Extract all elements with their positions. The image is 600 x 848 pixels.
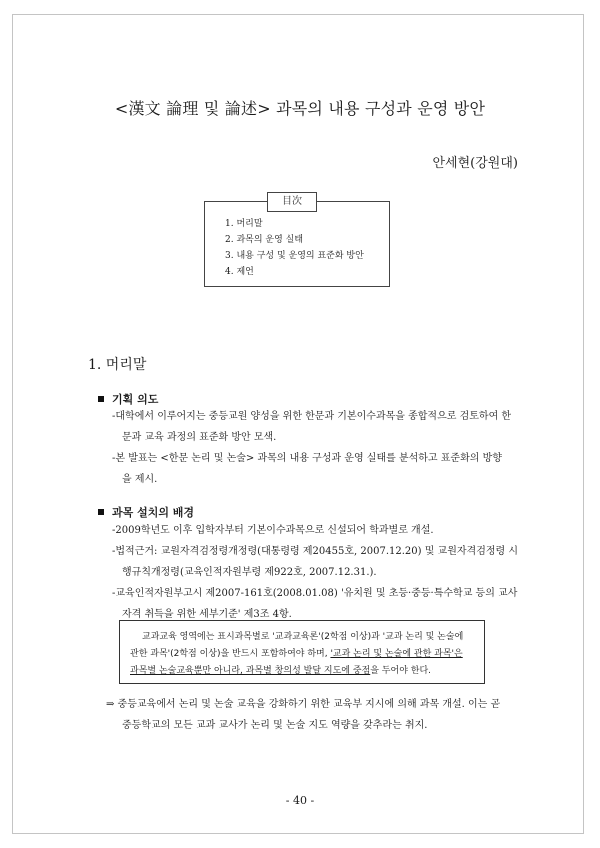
regulation-quote-box <box>119 620 485 684</box>
square-bullet-icon <box>98 509 104 515</box>
paragraph-line: -대학에서 이루어지는 중등교원 양성을 위한 한문과 기본이수과목을 종합적으로 검토하여 한 <box>112 411 512 422</box>
subsection-heading-text: 과목 설치의 배경 <box>112 506 195 519</box>
paragraph-line: -법적근거: 교원자격검정령개정령(대통령령 제20455호, 2007.12.20) 및 교원자격검정령 시 <box>112 546 519 557</box>
page-number: - 40 - <box>285 794 315 807</box>
subsection-heading-text: 기획 의도 <box>112 393 159 406</box>
quote-line: 교과교육 영역에는 표시과목별로 '교과교육론'(2학점 이상)과 '교과 논리 및 논술에 <box>142 632 464 642</box>
subsection-heading-background <box>98 504 194 520</box>
paragraph-line: -교육인적자원부고시 제2007-161호(2008.01.08) '유치원 및 초등·중등·특수학교 등의 교사 <box>112 588 518 599</box>
conclusion-line: 중등학교의 모든 교과 교사가 논리 및 논술 지도 역량을 갖추라는 취지. <box>122 720 428 731</box>
paragraph-line: 행규칙개정령(교육인적자원부령 제922호, 2007.12.31.). <box>122 567 377 578</box>
quote-underlined-text: 과목별 논술교육뿐만 아니라, 과목별 창의성 발달 지도에 중점 <box>130 666 371 676</box>
quote-line <box>130 647 463 661</box>
paragraph-line: -2009학년도 이후 입학자부터 기본이수과목으로 신설되어 학과별로 개설. <box>112 525 434 536</box>
paragraph-line: 을 제시. <box>122 474 158 485</box>
paragraph-line: 자격 취득을 위한 세부기준' 제3조 4항. <box>122 609 292 620</box>
toc-item: 2. 과목의 운영 실태 <box>225 235 304 245</box>
subsection-heading-intent <box>98 391 158 407</box>
conclusion-line: ⇒ 중등교육에서 논리 및 논술 교육을 강화하기 위한 교육부 지시에 의해 과목 개설. 이는 곧 <box>106 699 501 710</box>
toc-item: 4. 제언 <box>225 267 254 277</box>
toc-item: 1. 머리말 <box>225 219 263 229</box>
toc-item: 3. 내용 구성 및 운영의 표준화 방안 <box>225 251 364 261</box>
toc-list <box>225 216 364 280</box>
table-of-contents-box <box>204 196 390 287</box>
paragraph-line: -본 발표는 <한문 논리 및 논술> 과목의 내용 구성과 운영 실태를 분석하고 표준화의 방향 <box>112 453 502 464</box>
quote-text: 관한 과목'(2학점 이상)을 반드시 포함하여야 하며, <box>130 649 331 659</box>
author-affiliation: 안세현(강원대) <box>432 156 518 171</box>
section-heading: 1. 머리말 <box>88 357 147 373</box>
quote-underlined-text: '교과 논리 및 논술에 관한 과목'은 <box>330 649 463 659</box>
toc-label: 目次 <box>267 192 317 212</box>
quote-line <box>130 664 431 678</box>
quote-text: 을 두어야 한다. <box>370 666 431 676</box>
document-title: <漢文 論理 및 論述> 과목의 내용 구성과 운영 방안 <box>114 99 486 118</box>
paragraph-line: 문과 교육 과정의 표준화 방안 모색. <box>122 432 277 443</box>
square-bullet-icon <box>98 396 104 402</box>
